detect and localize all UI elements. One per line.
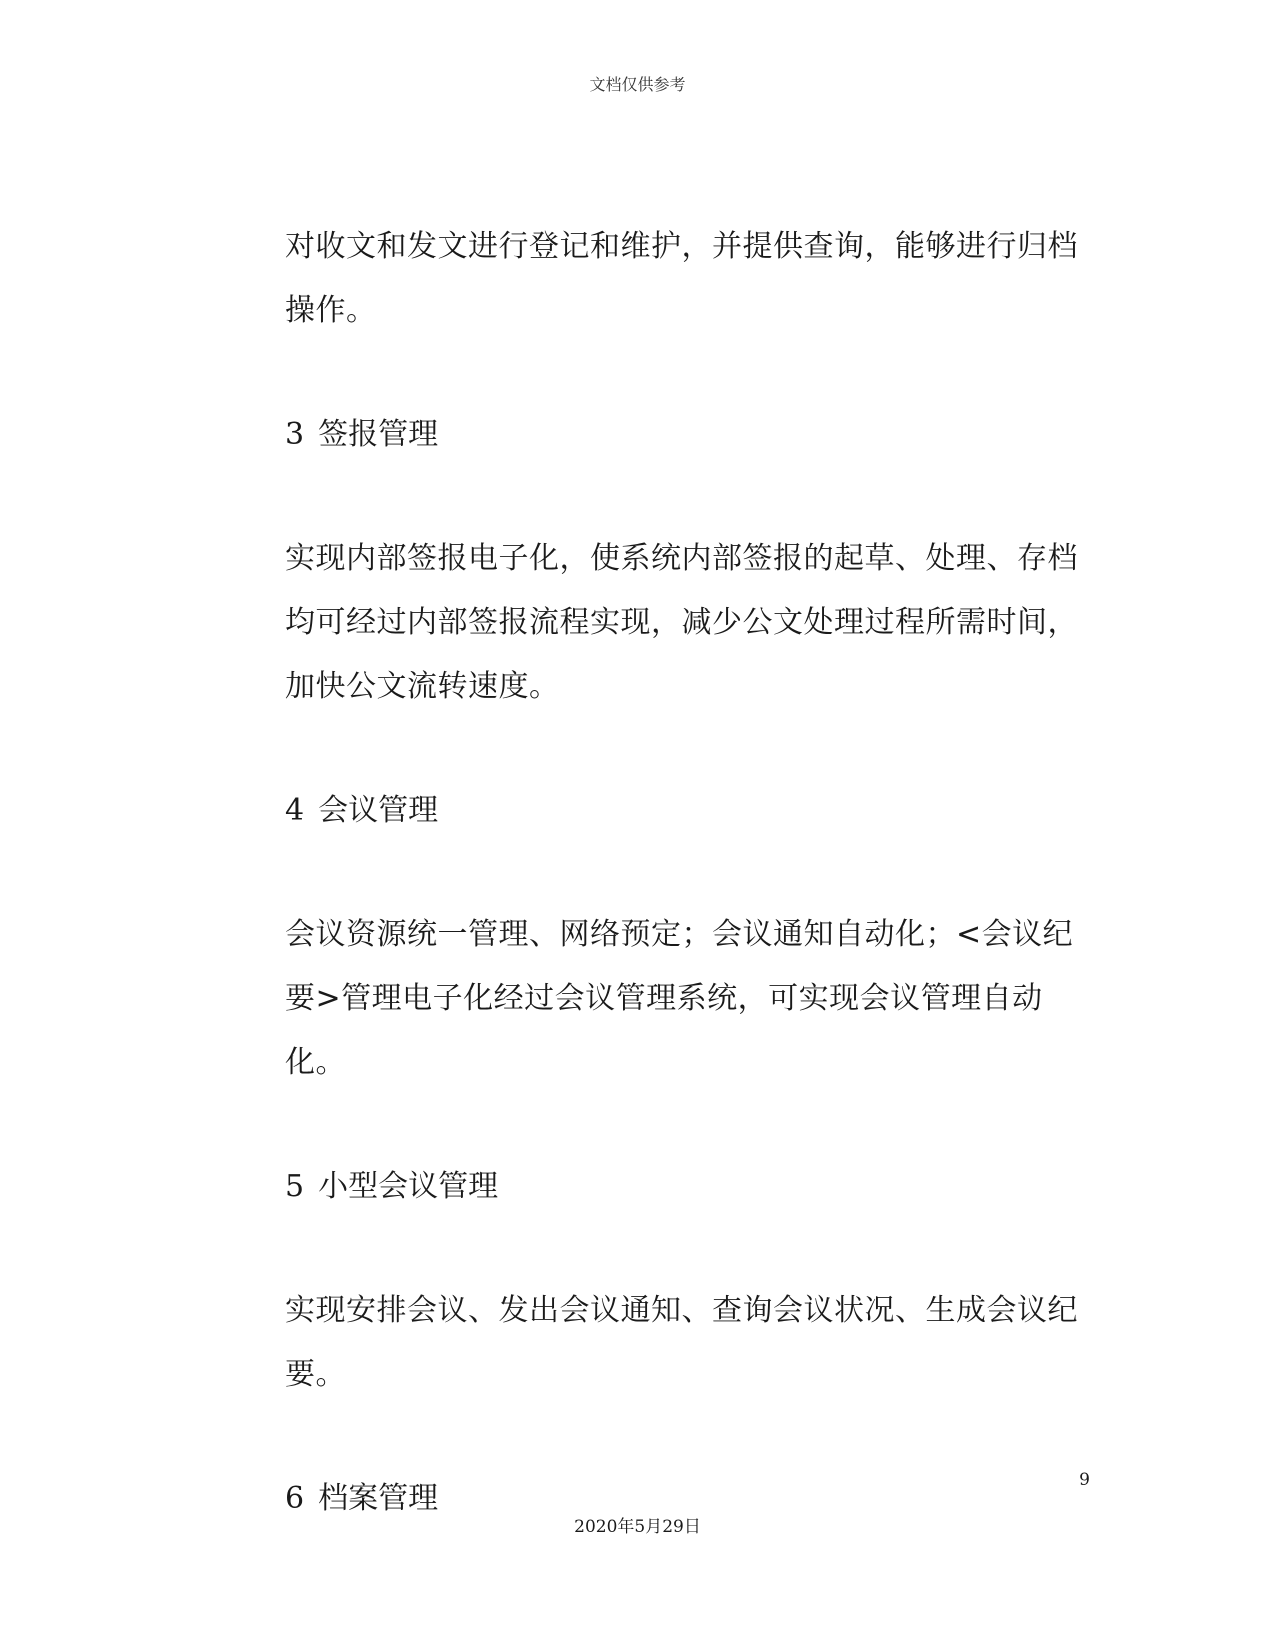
section-title: 签报管理 bbox=[318, 417, 439, 452]
header-note: 文档仅供参考 bbox=[589, 75, 686, 94]
paragraph-signoff: 实现内部签报电子化，使系统内部签报的起草、处理、存档均可经过内部签报流程实现，减少公文处理过程所需时间，加快公文流转速度。 bbox=[285, 541, 1078, 704]
paragraph-document-registration: 对收文和发文进行登记和维护，并提供查询，能够进行归档操作。 bbox=[285, 229, 1078, 328]
document-body bbox=[285, 215, 1085, 1531]
section-number: 5 bbox=[285, 1169, 305, 1204]
section-title: 小型会议管理 bbox=[318, 1169, 499, 1204]
paragraph-small-meeting: 实现安排会议、发出会议通知、查询会议状况、生成会议纪要。 bbox=[285, 1293, 1078, 1392]
section-heading-3 bbox=[285, 403, 1085, 467]
section-number: 3 bbox=[285, 417, 305, 452]
section-number: 6 bbox=[285, 1481, 305, 1516]
section-number: 4 bbox=[285, 793, 305, 828]
section-title: 会议管理 bbox=[318, 793, 439, 828]
footer-date: 2020年5月29日 bbox=[574, 1517, 701, 1537]
section-heading-5 bbox=[285, 1155, 1085, 1219]
page-number: 9 bbox=[1079, 1470, 1090, 1490]
paragraph-meeting-management: 会议资源统一管理、网络预定；会议通知自动化；<会议纪要>管理电子化经过会议管理系统，可实现会议管理自动化。 bbox=[285, 917, 1074, 1080]
section-heading-4 bbox=[285, 779, 1085, 843]
section-title: 档案管理 bbox=[318, 1481, 439, 1516]
